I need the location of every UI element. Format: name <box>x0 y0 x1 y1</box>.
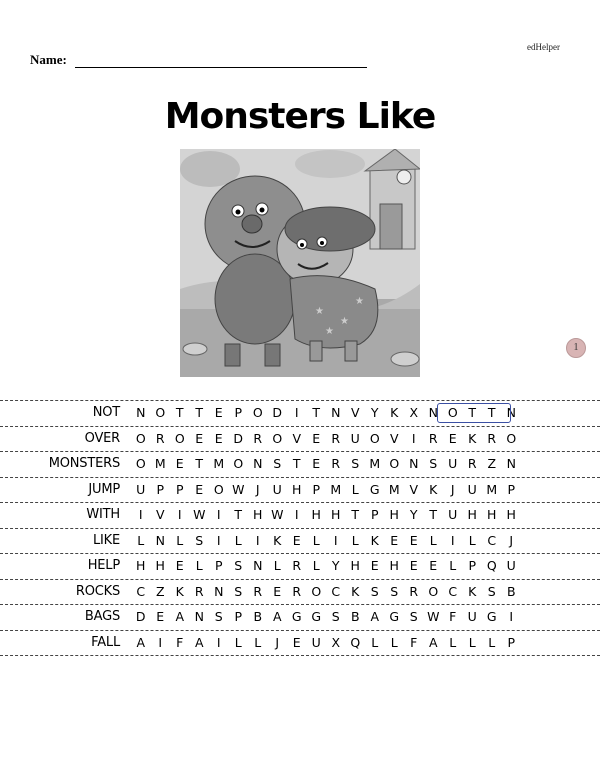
puzzle-letter[interactable]: N <box>428 405 438 420</box>
puzzle-word: OVER <box>84 430 120 446</box>
puzzle-letter[interactable]: T <box>487 405 496 420</box>
puzzle-letter[interactable]: L <box>449 558 457 573</box>
puzzle-letter[interactable]: E <box>390 532 399 548</box>
puzzle-letter[interactable]: L <box>195 558 203 573</box>
puzzle-letter[interactable]: A <box>194 634 204 650</box>
puzzle-letter[interactable]: P <box>214 558 223 573</box>
puzzle-word: NOT <box>92 405 120 420</box>
puzzle-letter[interactable]: L <box>234 634 242 650</box>
svg-text:★: ★ <box>355 296 364 307</box>
puzzle-letter[interactable]: B <box>350 609 360 624</box>
puzzle-letter[interactable]: P <box>234 609 243 624</box>
puzzle-letter[interactable]: K <box>468 583 477 599</box>
puzzle-letter[interactable]: N <box>136 405 146 420</box>
puzzle-word: MONSTERS <box>48 456 120 471</box>
puzzle-letter[interactable]: E <box>448 430 457 446</box>
puzzle-word: ROCKS <box>75 583 120 599</box>
puzzle-letter[interactable]: S <box>195 532 204 548</box>
puzzle-letter[interactable]: B <box>506 583 516 599</box>
puzzle-letter[interactable]: K <box>273 532 282 548</box>
puzzle-row <box>0 400 600 426</box>
puzzle-letters <box>131 431 521 446</box>
puzzle-letter[interactable]: N <box>194 609 204 624</box>
svg-text:★: ★ <box>325 326 334 337</box>
puzzle-letter[interactable]: R <box>292 558 302 573</box>
puzzle-letter[interactable]: T <box>351 507 360 522</box>
puzzle-letter[interactable]: R <box>409 583 419 599</box>
puzzle-letter[interactable]: P <box>312 481 321 497</box>
puzzle-letter[interactable]: V <box>292 430 302 446</box>
puzzle-letters <box>131 609 521 624</box>
puzzle-letter[interactable]: G <box>486 609 497 624</box>
puzzle-letter[interactable]: S <box>331 609 340 624</box>
puzzle-letters <box>131 456 521 471</box>
puzzle-letter[interactable]: O <box>135 430 146 446</box>
puzzle-letter[interactable]: G <box>311 609 322 624</box>
puzzle-letter[interactable]: E <box>195 430 204 446</box>
puzzle-letters <box>131 482 521 497</box>
puzzle-letter[interactable]: U <box>136 481 146 497</box>
puzzle-letter[interactable]: N <box>214 583 224 599</box>
puzzle-letter[interactable]: W <box>232 481 245 497</box>
puzzle-letter[interactable]: L <box>312 558 320 573</box>
puzzle-letter[interactable]: O <box>389 456 400 471</box>
puzzle-letter[interactable]: L <box>312 532 320 548</box>
puzzle-letter[interactable]: J <box>509 532 514 548</box>
name-label: Name: <box>30 52 67 67</box>
puzzle-letter[interactable]: E <box>292 532 301 548</box>
puzzle-letter[interactable]: M <box>213 456 225 471</box>
puzzle-letter[interactable]: E <box>195 481 204 497</box>
puzzle-letter[interactable]: T <box>175 405 184 420</box>
puzzle-word: FALL <box>91 634 120 650</box>
puzzle-letter[interactable]: Q <box>350 634 361 650</box>
puzzle-letter[interactable]: F <box>176 634 184 650</box>
puzzle-letter[interactable]: T <box>292 456 301 471</box>
puzzle-letter[interactable]: U <box>311 634 321 650</box>
puzzle-letter[interactable]: E <box>273 583 282 599</box>
puzzle-letter[interactable]: T <box>468 405 477 420</box>
puzzle-letter[interactable]: E <box>156 609 165 624</box>
puzzle-letter[interactable]: P <box>507 634 516 650</box>
puzzle-letter[interactable]: S <box>390 583 399 599</box>
puzzle-letter[interactable]: K <box>351 583 360 599</box>
puzzle-letter[interactable]: N <box>253 558 263 573</box>
puzzle-letter[interactable]: C <box>448 583 458 599</box>
puzzle-letter[interactable]: I <box>411 430 416 446</box>
puzzle-letter[interactable]: G <box>389 609 400 624</box>
puzzle-letter[interactable]: Y <box>370 405 379 420</box>
puzzle-letter[interactable]: E <box>429 558 438 573</box>
puzzle-letter[interactable]: Q <box>486 558 497 573</box>
puzzle-letter[interactable]: V <box>409 481 419 497</box>
puzzle-letter[interactable]: U <box>448 456 458 471</box>
puzzle-letter[interactable]: I <box>294 405 299 420</box>
puzzle-letter[interactable]: I <box>255 532 260 548</box>
puzzle-letter[interactable]: U <box>272 481 282 497</box>
puzzle-letter[interactable]: I <box>509 609 514 624</box>
puzzle-letter[interactable]: Z <box>155 583 165 599</box>
puzzle-letter[interactable]: R <box>428 430 438 446</box>
puzzle-letter[interactable]: N <box>253 456 263 471</box>
puzzle-letter[interactable]: L <box>351 532 359 548</box>
puzzle-row <box>0 604 600 630</box>
puzzle-letter[interactable]: M <box>369 456 381 471</box>
puzzle-letters <box>131 635 521 650</box>
puzzle-letter[interactable]: E <box>292 634 301 650</box>
puzzle-letter[interactable]: S <box>273 456 282 471</box>
puzzle-letter[interactable]: H <box>331 507 341 522</box>
puzzle-letter[interactable]: O <box>174 430 185 446</box>
word-search-grid <box>0 400 600 656</box>
found-word-highlight <box>437 403 511 423</box>
name-field-row <box>30 52 367 68</box>
puzzle-letter[interactable]: G <box>369 481 380 497</box>
puzzle-letter[interactable]: Y <box>331 558 340 573</box>
puzzle-letter[interactable]: V <box>389 430 399 446</box>
puzzle-word: HELP <box>87 558 120 573</box>
name-input-line[interactable] <box>75 55 367 68</box>
puzzle-letter[interactable]: H <box>350 558 360 573</box>
puzzle-letter[interactable]: I <box>158 634 163 650</box>
puzzle-letter[interactable]: P <box>234 405 243 420</box>
puzzle-letter[interactable]: H <box>292 481 302 497</box>
puzzle-letter[interactable]: L <box>449 634 457 650</box>
puzzle-letter[interactable]: F <box>410 634 418 650</box>
puzzle-letter[interactable]: E <box>409 558 418 573</box>
puzzle-letter[interactable]: P <box>370 507 379 522</box>
puzzle-letter[interactable]: R <box>253 430 263 446</box>
puzzle-letter[interactable]: W <box>427 609 440 624</box>
puzzle-word: LIKE <box>92 532 120 548</box>
puzzle-letter[interactable]: O <box>135 456 146 471</box>
puzzle-letter[interactable]: R <box>253 583 263 599</box>
page-number-badge: 1 <box>566 338 586 358</box>
puzzle-letter[interactable]: S <box>429 456 438 471</box>
puzzle-row <box>0 579 600 605</box>
page-title: Monsters Like <box>164 96 436 137</box>
puzzle-letter[interactable]: I <box>294 507 299 522</box>
puzzle-letter[interactable]: S <box>370 583 379 599</box>
puzzle-letter[interactable]: L <box>488 634 496 650</box>
puzzle-letter[interactable]: I <box>333 532 338 548</box>
puzzle-letter[interactable]: J <box>255 481 260 497</box>
puzzle-letter[interactable]: A <box>370 609 380 624</box>
puzzle-letter[interactable]: D <box>233 430 244 446</box>
puzzle-letter[interactable]: A <box>272 609 282 624</box>
puzzle-letter[interactable]: P <box>156 481 165 497</box>
puzzle-letter[interactable]: R <box>155 430 165 446</box>
puzzle-letters <box>131 507 521 522</box>
puzzle-letters <box>131 584 521 599</box>
puzzle-letter[interactable]: E <box>312 430 321 446</box>
puzzle-letter[interactable]: L <box>429 532 437 548</box>
puzzle-letter[interactable]: E <box>312 456 321 471</box>
monster-illustration-icon <box>180 149 420 377</box>
puzzle-letter[interactable]: C <box>136 583 146 599</box>
puzzle-letter[interactable]: L <box>254 634 262 650</box>
puzzle-row <box>0 553 600 579</box>
puzzle-letter[interactable]: N <box>155 532 165 548</box>
puzzle-letter[interactable]: N <box>331 405 341 420</box>
puzzle-word: BAGS <box>84 609 120 624</box>
puzzle-letter[interactable]: J <box>275 634 280 650</box>
puzzle-letter[interactable]: O <box>233 456 244 471</box>
puzzle-letter[interactable]: T <box>429 507 438 522</box>
puzzle-letter[interactable]: O <box>213 481 224 497</box>
puzzle-letter[interactable]: O <box>252 405 263 420</box>
puzzle-letter[interactable]: S <box>487 583 496 599</box>
puzzle-letter[interactable]: A <box>175 609 185 624</box>
puzzle-letter[interactable]: I <box>216 507 221 522</box>
puzzle-letters <box>131 558 521 573</box>
puzzle-row <box>0 528 600 554</box>
puzzle-letter[interactable]: E <box>409 532 418 548</box>
puzzle-letter[interactable]: N <box>409 456 419 471</box>
puzzle-letter[interactable]: E <box>214 430 223 446</box>
puzzle-letter[interactable]: I <box>450 532 455 548</box>
puzzle-row <box>0 477 600 503</box>
puzzle-letter[interactable]: L <box>468 634 476 650</box>
puzzle-letter[interactable]: M <box>388 481 400 497</box>
puzzle-word: JUMP <box>88 481 120 497</box>
puzzle-letter[interactable]: O <box>428 583 439 599</box>
puzzle-letter[interactable]: T <box>195 405 204 420</box>
puzzle-letter[interactable]: L <box>468 532 476 548</box>
puzzle-letter[interactable]: L <box>273 558 281 573</box>
puzzle-letter[interactable]: H <box>389 507 399 522</box>
puzzle-letter[interactable]: L <box>351 481 359 497</box>
puzzle-letter[interactable]: H <box>506 507 516 522</box>
puzzle-letter[interactable]: W <box>193 507 206 522</box>
puzzle-letter[interactable]: H <box>389 558 399 573</box>
puzzle-letters <box>131 533 521 548</box>
puzzle-letter[interactable]: L <box>137 532 145 548</box>
puzzle-letter[interactable]: B <box>253 609 263 624</box>
puzzle-letter[interactable]: R <box>292 583 302 599</box>
puzzle-letter[interactable]: S <box>214 609 223 624</box>
puzzle-letter[interactable]: O <box>369 430 380 446</box>
puzzle-row <box>0 630 600 657</box>
puzzle-letter[interactable]: W <box>271 507 284 522</box>
puzzle-letter[interactable]: D <box>135 609 146 624</box>
puzzle-letter[interactable]: A <box>136 634 146 650</box>
puzzle-letter[interactable]: P <box>507 481 516 497</box>
puzzle-letter[interactable]: R <box>331 456 341 471</box>
puzzle-letter[interactable]: K <box>429 481 438 497</box>
puzzle-letter[interactable]: R <box>194 583 204 599</box>
puzzle-letter[interactable]: H <box>136 558 146 573</box>
puzzle-letter[interactable]: T <box>195 456 204 471</box>
puzzle-letter[interactable]: H <box>311 507 321 522</box>
puzzle-letter[interactable]: E <box>175 456 184 471</box>
puzzle-letter[interactable]: O <box>506 430 517 446</box>
puzzle-letter[interactable]: A <box>428 634 438 650</box>
puzzle-letter[interactable]: D <box>272 405 283 420</box>
puzzle-letter[interactable]: X <box>409 405 419 420</box>
puzzle-letter[interactable]: F <box>449 609 457 624</box>
puzzle-letter[interactable]: N <box>506 405 516 420</box>
puzzle-letter[interactable]: U <box>467 481 477 497</box>
puzzle-letter[interactable]: T <box>312 405 321 420</box>
puzzle-letter[interactable]: L <box>234 532 242 548</box>
brand-label: edHelper <box>527 42 560 52</box>
puzzle-letter[interactable]: K <box>468 430 477 446</box>
puzzle-letter[interactable]: I <box>177 507 182 522</box>
puzzle-letter[interactable]: I <box>138 507 143 522</box>
puzzle-letter[interactable]: R <box>487 430 497 446</box>
puzzle-row <box>0 451 600 477</box>
puzzle-letter[interactable]: K <box>370 532 379 548</box>
puzzle-letter[interactable]: J <box>450 481 455 497</box>
puzzle-letter[interactable]: Z <box>487 456 497 471</box>
puzzle-letter[interactable]: K <box>175 583 184 599</box>
puzzle-letter[interactable]: U <box>350 430 360 446</box>
puzzle-letter[interactable]: L <box>176 532 184 548</box>
puzzle-letter[interactable]: O <box>272 430 283 446</box>
puzzle-letter[interactable]: E <box>214 405 223 420</box>
puzzle-letter[interactable]: P <box>175 481 184 497</box>
puzzle-letter[interactable]: E <box>175 558 184 573</box>
puzzle-letter[interactable]: N <box>506 456 516 471</box>
puzzle-row <box>0 426 600 452</box>
puzzle-letter[interactable]: P <box>468 558 477 573</box>
puzzle-letter[interactable]: R <box>467 456 477 471</box>
puzzle-letter[interactable]: S <box>234 558 243 573</box>
puzzle-letter[interactable]: U <box>506 558 516 573</box>
puzzle-letter[interactable]: G <box>291 609 302 624</box>
puzzle-word: WITH <box>86 507 120 522</box>
puzzle-letter[interactable]: O <box>155 405 166 420</box>
puzzle-letter[interactable]: S <box>351 456 360 471</box>
puzzle-letter[interactable]: V <box>350 405 360 420</box>
puzzle-letter[interactable]: K <box>390 405 399 420</box>
puzzle-letter[interactable]: T <box>234 507 243 522</box>
puzzle-letter[interactable]: H <box>253 507 263 522</box>
puzzle-letter[interactable]: C <box>487 532 497 548</box>
puzzle-letter[interactable]: M <box>486 481 498 497</box>
puzzle-letter[interactable]: Y <box>409 507 418 522</box>
puzzle-letter[interactable]: I <box>216 532 221 548</box>
puzzle-letter[interactable]: R <box>331 430 341 446</box>
puzzle-letter[interactable]: M <box>330 481 342 497</box>
puzzle-letter[interactable]: V <box>155 507 165 522</box>
puzzle-letter[interactable]: H <box>487 507 497 522</box>
puzzle-letter[interactable]: S <box>409 609 418 624</box>
puzzle-letter[interactable]: U <box>448 507 458 522</box>
puzzle-letter[interactable]: H <box>155 558 165 573</box>
svg-text:★: ★ <box>340 316 349 327</box>
puzzle-letter[interactable]: E <box>370 558 379 573</box>
puzzle-row <box>0 502 600 528</box>
puzzle-letter[interactable]: O <box>447 405 458 420</box>
puzzle-letter[interactable]: U <box>467 609 477 624</box>
puzzle-letter[interactable]: O <box>311 583 322 599</box>
puzzle-letter[interactable]: S <box>234 583 243 599</box>
svg-text:★: ★ <box>315 306 324 317</box>
puzzle-letter[interactable]: H <box>467 507 477 522</box>
puzzle-letter[interactable]: L <box>371 634 379 650</box>
puzzle-letter[interactable]: L <box>390 634 398 650</box>
puzzle-letter[interactable]: M <box>154 456 166 471</box>
puzzle-letter[interactable]: X <box>331 634 341 650</box>
puzzle-letter[interactable]: I <box>216 634 221 650</box>
puzzle-letter[interactable]: C <box>331 583 341 599</box>
